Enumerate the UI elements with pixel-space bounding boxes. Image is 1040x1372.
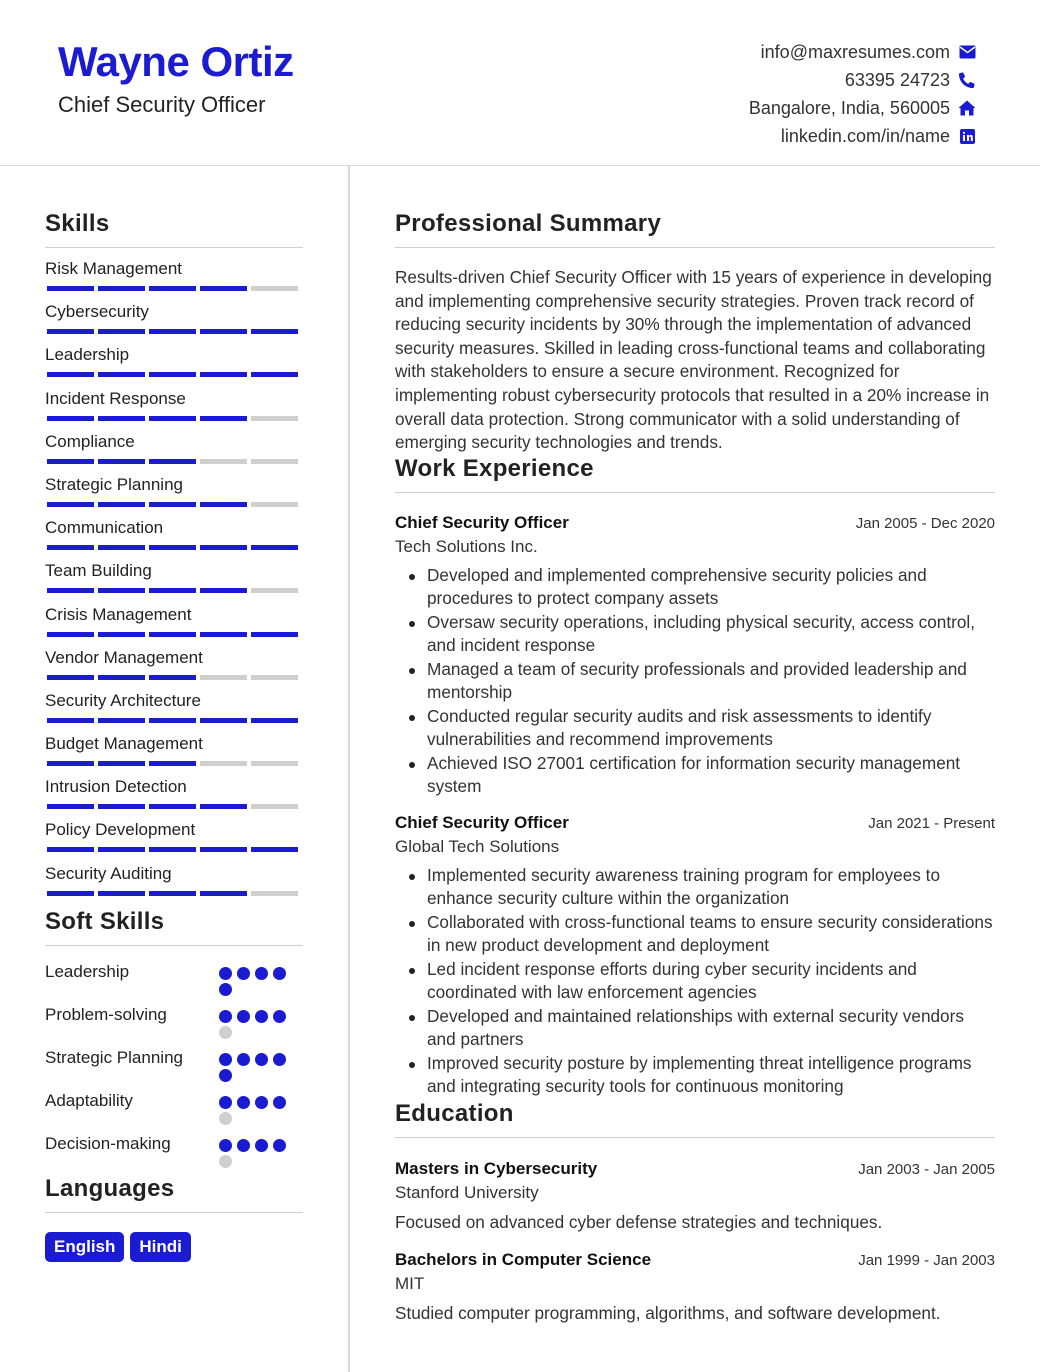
skill-name: Cybersecurity bbox=[45, 302, 149, 322]
skill-level-segment bbox=[98, 416, 145, 421]
skill-level-bars bbox=[45, 847, 303, 852]
skill-name: Vendor Management bbox=[45, 647, 203, 667]
skill-level-segment bbox=[251, 632, 298, 637]
skill-level-bars bbox=[45, 416, 303, 421]
skill-level-segment bbox=[200, 847, 247, 852]
rating-dot bbox=[255, 1096, 268, 1109]
skill-level-segment bbox=[200, 718, 247, 723]
experience-heading: Work Experience bbox=[395, 455, 995, 493]
rating-dot bbox=[273, 967, 286, 980]
skill-item bbox=[45, 258, 303, 301]
skill-level-segment bbox=[98, 761, 145, 766]
right-column bbox=[395, 210, 995, 1324]
job-company: Tech Solutions Inc. bbox=[395, 536, 538, 556]
skill-level-segment bbox=[200, 675, 247, 680]
skill-item bbox=[45, 647, 303, 690]
skill-level-segment bbox=[200, 416, 247, 421]
skill-level-bars bbox=[45, 632, 303, 637]
skill-level-segment bbox=[98, 632, 145, 637]
rating-dot bbox=[219, 1069, 232, 1082]
skill-level-segment bbox=[149, 545, 196, 550]
skill-level-segment bbox=[200, 329, 247, 334]
soft-skill-item bbox=[45, 1089, 303, 1125]
job-bullet: Developed and implemented comprehensive security policies and procedures to protect company assets bbox=[427, 564, 995, 611]
skill-level-segment bbox=[251, 718, 298, 723]
soft-skill-rating-dots bbox=[219, 1132, 303, 1168]
rating-dot bbox=[219, 1155, 232, 1168]
skill-level-segment bbox=[47, 761, 94, 766]
skill-level-segment bbox=[200, 502, 247, 507]
job-bullet: Achieved ISO 27001 certification for information security management system bbox=[427, 752, 995, 799]
skill-level-segment bbox=[149, 761, 196, 766]
job-title: Chief Security Officer bbox=[395, 512, 569, 532]
skill-name: Team Building bbox=[45, 561, 152, 581]
skill-level-segment bbox=[251, 286, 298, 291]
soft-skill-rating-dots bbox=[219, 960, 303, 996]
job-bullets bbox=[395, 564, 995, 799]
rating-dot bbox=[237, 1053, 250, 1066]
skill-level-bars bbox=[45, 286, 303, 291]
skill-name: Risk Management bbox=[45, 259, 183, 278]
skill-level-bars bbox=[45, 804, 303, 809]
skill-level-segment bbox=[47, 502, 94, 507]
contact-linkedin-text: linkedin.com/in/name bbox=[780, 125, 950, 146]
skill-name: Compliance bbox=[45, 431, 135, 451]
soft-skill-item bbox=[45, 1132, 303, 1168]
skill-level-segment bbox=[149, 459, 196, 464]
skill-name: Security Auditing bbox=[45, 863, 172, 883]
skill-level-segment bbox=[149, 891, 196, 896]
rating-dot bbox=[273, 1053, 286, 1066]
skill-level-segment bbox=[200, 372, 247, 377]
skill-item bbox=[45, 301, 303, 344]
rating-dot bbox=[219, 1112, 232, 1125]
skill-level-segment bbox=[251, 416, 298, 421]
skill-level-segment bbox=[98, 804, 145, 809]
skills-list bbox=[45, 258, 303, 906]
skill-level-segment bbox=[47, 632, 94, 637]
job-entry bbox=[395, 813, 995, 1099]
skill-level-segment bbox=[47, 588, 94, 593]
skill-level-segment bbox=[47, 804, 94, 809]
skill-level-segment bbox=[98, 675, 145, 680]
skill-item bbox=[45, 776, 303, 819]
skill-level-segment bbox=[251, 545, 298, 550]
skill-level-segment bbox=[149, 632, 196, 637]
skill-level-segment bbox=[98, 502, 145, 507]
rating-dot bbox=[255, 1010, 268, 1023]
contact-address-text: Bangalore, India, 560005 bbox=[748, 97, 950, 118]
rating-dot bbox=[219, 1096, 232, 1109]
degree-title: Masters in Cybersecurity bbox=[395, 1159, 598, 1179]
soft-skill-rating-dots bbox=[219, 1089, 303, 1125]
skill-level-segment bbox=[200, 632, 247, 637]
job-bullet: Developed and maintained relationships with external security vendors and partners bbox=[427, 1005, 995, 1052]
envelope-icon bbox=[958, 43, 976, 61]
phone-icon bbox=[958, 71, 976, 89]
skill-level-segment bbox=[47, 718, 94, 723]
skill-level-segment bbox=[47, 847, 94, 852]
rating-dot bbox=[273, 1096, 286, 1109]
skill-level-segment bbox=[98, 286, 145, 291]
job-entry bbox=[395, 513, 995, 799]
job-bullet: Improved security posture by implementing threat intelligence programs and integrating security tools for continuous monitoring bbox=[427, 1052, 995, 1099]
skill-level-segment bbox=[98, 372, 145, 377]
education-dates: Jan 1999 - Jan 2003 bbox=[858, 1252, 995, 1270]
education-description: Studied computer programming, algorithms, and software development. bbox=[395, 1303, 941, 1324]
rating-dot bbox=[255, 1053, 268, 1066]
soft-skill-name: Strategic Planning bbox=[45, 1047, 183, 1067]
summary-heading: Professional Summary bbox=[395, 210, 995, 248]
skill-level-segment bbox=[251, 329, 298, 334]
contact-email-text: info@maxresumes.com bbox=[760, 41, 950, 62]
skill-level-bars bbox=[45, 761, 303, 766]
skill-level-segment bbox=[200, 459, 247, 464]
rating-dot bbox=[273, 1139, 286, 1152]
education-dates: Jan 2003 - Jan 2005 bbox=[858, 1161, 995, 1179]
rating-dot bbox=[273, 1010, 286, 1023]
skill-item bbox=[45, 344, 303, 387]
column-divider bbox=[348, 166, 350, 1372]
skill-level-segment bbox=[149, 718, 196, 723]
rating-dot bbox=[237, 1096, 250, 1109]
skill-level-segment bbox=[47, 372, 94, 377]
contact-linkedin[interactable] bbox=[749, 122, 976, 150]
skill-level-segment bbox=[200, 891, 247, 896]
skill-level-segment bbox=[200, 761, 247, 766]
soft-skill-name: Adaptability bbox=[45, 1090, 133, 1110]
soft-skill-name: Problem-solving bbox=[45, 1004, 167, 1024]
job-bullet: Oversaw security operations, including physical security, access control, and incident response bbox=[427, 611, 995, 658]
skill-item bbox=[45, 690, 303, 733]
skill-name: Crisis Management bbox=[45, 604, 192, 624]
skill-level-segment bbox=[149, 588, 196, 593]
skill-level-segment bbox=[251, 588, 298, 593]
skill-level-segment bbox=[47, 545, 94, 550]
skill-level-segment bbox=[200, 588, 247, 593]
rating-dot bbox=[237, 967, 250, 980]
candidate-title: Chief Security Officer bbox=[58, 92, 266, 117]
skill-level-segment bbox=[149, 286, 196, 291]
job-company: Global Tech Solutions bbox=[395, 836, 560, 856]
soft-skill-item bbox=[45, 960, 303, 996]
rating-dot bbox=[219, 1026, 232, 1039]
summary-text: Results-driven Chief Security Officer with 15 years of experience in developing and implementing comprehensive security strategies. Proven track record of reducing security incidents by 30% through the implementation of advanced security measures. Skilled in leading cross-functional teams and collaborating with stakeholders to ensure a secure environment. Recognized for implementing robust cybersecurity protocols that resulted in a 20% increase in overall data protection. Strong communicator with a solid understanding of emerging security technologies and trends. bbox=[395, 267, 992, 453]
skill-item bbox=[45, 560, 303, 603]
skill-level-bars bbox=[45, 588, 303, 593]
school-name: MIT bbox=[395, 1274, 425, 1294]
skill-level-segment bbox=[149, 372, 196, 377]
degree-title: Bachelors in Computer Science bbox=[395, 1250, 652, 1270]
skill-level-segment bbox=[98, 588, 145, 593]
skill-level-bars bbox=[45, 372, 303, 377]
skill-level-bars bbox=[45, 891, 303, 896]
skill-name: Communication bbox=[45, 518, 164, 538]
skill-level-segment bbox=[149, 804, 196, 809]
soft-skill-rating-dots bbox=[219, 1046, 303, 1082]
job-dates: Jan 2005 - Dec 2020 bbox=[855, 514, 995, 532]
contact-email[interactable] bbox=[749, 38, 976, 66]
skill-level-segment bbox=[47, 675, 94, 680]
skill-level-segment bbox=[251, 459, 298, 464]
job-bullet: Collaborated with cross-functional teams to ensure security considerations in new product development and deployment bbox=[427, 911, 995, 958]
skill-level-segment bbox=[149, 675, 196, 680]
languages-list bbox=[45, 1232, 303, 1262]
skill-item bbox=[45, 431, 303, 474]
soft-skills-list bbox=[45, 960, 303, 1168]
soft-skill-name: Leadership bbox=[45, 961, 130, 981]
skill-item bbox=[45, 604, 303, 647]
skill-level-segment bbox=[200, 804, 247, 809]
rating-dot bbox=[255, 1139, 268, 1152]
skill-level-segment bbox=[200, 286, 247, 291]
rating-dot bbox=[219, 1010, 232, 1023]
soft-skill-rating-dots bbox=[219, 1003, 303, 1039]
skill-name: Budget Management bbox=[45, 734, 203, 754]
job-bullet: Implemented security awareness training program for employees to enhance security culture within the organization bbox=[427, 864, 995, 911]
school-name: Stanford University bbox=[395, 1183, 539, 1203]
rating-dot bbox=[219, 983, 232, 996]
job-title: Chief Security Officer bbox=[395, 812, 569, 832]
contact-list bbox=[749, 38, 976, 150]
skill-level-segment bbox=[98, 459, 145, 464]
job-bullets bbox=[395, 864, 995, 1099]
skill-level-bars bbox=[45, 502, 303, 507]
skill-level-bars bbox=[45, 718, 303, 723]
skill-item bbox=[45, 863, 303, 906]
rating-dot bbox=[237, 1010, 250, 1023]
skill-item bbox=[45, 517, 303, 560]
rating-dot bbox=[219, 1139, 232, 1152]
skill-level-bars bbox=[45, 675, 303, 680]
job-bullet: Managed a team of security professionals and provided leadership and mentorship bbox=[427, 658, 995, 705]
skill-level-segment bbox=[98, 891, 145, 896]
rating-dot bbox=[219, 1053, 232, 1066]
skill-item bbox=[45, 733, 303, 776]
job-bullet: Conducted regular security audits and risk assessments to identify vulnerabilities and recommend improvements bbox=[427, 705, 995, 752]
contact-address bbox=[749, 94, 976, 122]
skill-name: Security Architecture bbox=[45, 690, 201, 710]
skill-item bbox=[45, 474, 303, 517]
skill-level-segment bbox=[200, 545, 247, 550]
candidate-name: Wayne Ortiz bbox=[58, 38, 294, 85]
education-entry bbox=[395, 1250, 995, 1324]
skill-level-segment bbox=[149, 502, 196, 507]
skill-level-segment bbox=[98, 545, 145, 550]
skill-item bbox=[45, 388, 303, 431]
rating-dot bbox=[219, 967, 232, 980]
skill-level-segment bbox=[98, 847, 145, 852]
languages-heading: Languages bbox=[45, 1175, 303, 1213]
skill-level-segment bbox=[251, 891, 298, 896]
skill-level-segment bbox=[98, 329, 145, 334]
skill-level-segment bbox=[149, 847, 196, 852]
rating-dot bbox=[237, 1139, 250, 1152]
skill-level-segment bbox=[47, 891, 94, 896]
skill-level-segment bbox=[251, 675, 298, 680]
skill-name: Intrusion Detection bbox=[45, 777, 187, 797]
skill-level-segment bbox=[251, 761, 298, 766]
skill-level-segment bbox=[251, 502, 298, 507]
soft-skill-name: Decision-making bbox=[45, 1133, 171, 1153]
left-column bbox=[45, 210, 303, 1262]
skill-level-segment bbox=[251, 372, 298, 377]
skill-level-bars bbox=[45, 545, 303, 550]
skill-level-segment bbox=[98, 718, 145, 723]
contact-phone-text: 63395 24723 bbox=[844, 69, 950, 90]
skill-level-segment bbox=[47, 329, 94, 334]
skill-level-bars bbox=[45, 329, 303, 334]
skill-name: Strategic Planning bbox=[45, 474, 183, 494]
skill-level-segment bbox=[47, 286, 94, 291]
skill-level-segment bbox=[251, 804, 298, 809]
linkedin-icon bbox=[958, 127, 976, 145]
job-dates: Jan 2021 - Present bbox=[868, 814, 995, 832]
skill-level-segment bbox=[47, 416, 94, 421]
soft-skills-heading: Soft Skills bbox=[45, 908, 303, 946]
contact-phone[interactable] bbox=[749, 66, 976, 94]
resume-header bbox=[0, 0, 1040, 166]
skill-item bbox=[45, 819, 303, 862]
job-bullet: Led incident response efforts during cyber security incidents and coordinated with law enforcement agencies bbox=[427, 958, 995, 1005]
language-badge: English bbox=[45, 1232, 124, 1262]
skill-level-segment bbox=[149, 329, 196, 334]
skill-level-segment bbox=[251, 847, 298, 852]
skill-name: Incident Response bbox=[45, 388, 186, 408]
soft-skill-item bbox=[45, 1046, 303, 1082]
skill-name: Policy Development bbox=[45, 820, 196, 840]
skill-level-bars bbox=[45, 459, 303, 464]
skill-level-segment bbox=[149, 416, 196, 421]
rating-dot bbox=[255, 967, 268, 980]
education-entry bbox=[395, 1159, 995, 1233]
language-badge: Hindi bbox=[130, 1232, 191, 1262]
education-heading: Education bbox=[395, 1100, 995, 1138]
skill-name: Leadership bbox=[45, 345, 130, 365]
skills-heading: Skills bbox=[45, 210, 303, 248]
education-description: Focused on advanced cyber defense strategies and techniques. bbox=[395, 1212, 883, 1233]
soft-skill-item bbox=[45, 1003, 303, 1039]
home-icon bbox=[958, 99, 976, 117]
skill-level-segment bbox=[47, 459, 94, 464]
